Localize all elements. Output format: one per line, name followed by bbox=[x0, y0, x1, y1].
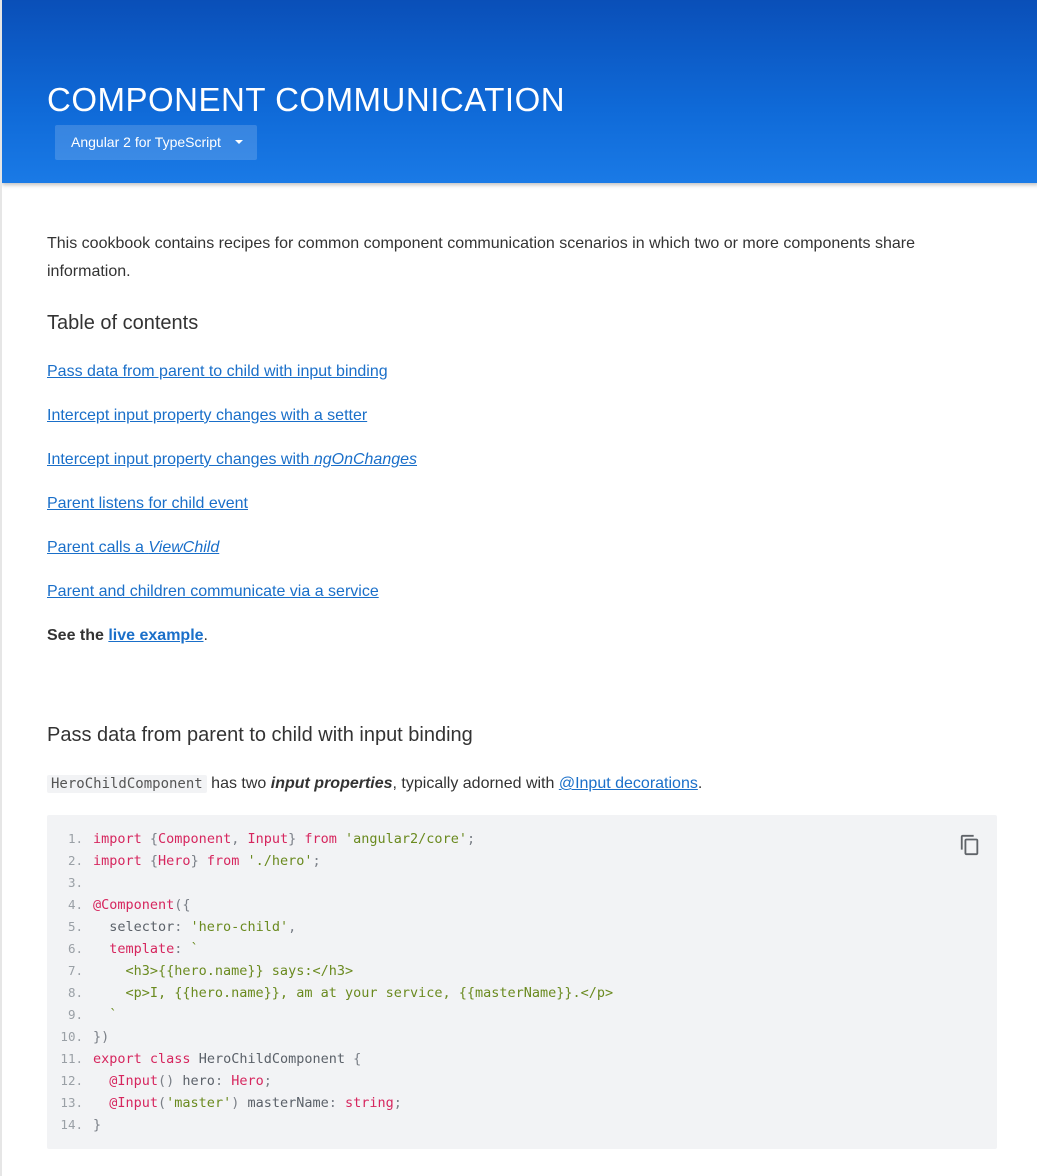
code-token: selector bbox=[93, 919, 175, 935]
line-number: 12. bbox=[60, 1073, 83, 1088]
code-token: from bbox=[206, 853, 240, 869]
code-token: template bbox=[93, 941, 175, 957]
code-token: 'master' bbox=[166, 1095, 232, 1111]
code-token: import bbox=[93, 831, 142, 847]
code-text bbox=[93, 1048, 361, 1070]
toc-item bbox=[47, 580, 417, 624]
code-token bbox=[191, 1051, 199, 1067]
input-decorations-link[interactable]: @Input decorations bbox=[558, 775, 698, 792]
code-line bbox=[47, 894, 997, 916]
toc-heading: Table of contents bbox=[47, 312, 199, 334]
desc-mid: has two bbox=[206, 775, 271, 792]
code-token: } bbox=[93, 1117, 102, 1133]
code-text bbox=[93, 1026, 109, 1048]
copy-icon[interactable] bbox=[959, 833, 981, 857]
code-token: : bbox=[328, 1095, 346, 1111]
live-suffix: . bbox=[203, 627, 208, 644]
code-token: { bbox=[141, 853, 159, 869]
code-token: ; bbox=[393, 1095, 402, 1111]
code-token: ( bbox=[158, 1095, 167, 1111]
toc-link[interactable] bbox=[47, 407, 367, 424]
code-token bbox=[337, 831, 345, 847]
code-token: 'angular2/core' bbox=[345, 831, 467, 847]
code-line bbox=[47, 872, 997, 894]
code-token: } bbox=[190, 853, 207, 869]
toc-link-text: Parent and children communicate via a service bbox=[47, 583, 379, 600]
page-title: COMPONENT COMMUNICATION bbox=[47, 81, 566, 118]
line-number: 10. bbox=[60, 1029, 83, 1044]
line-number: 5. bbox=[67, 919, 83, 934]
toc-link[interactable] bbox=[47, 363, 388, 380]
code-text bbox=[93, 1114, 101, 1136]
desc-after: , typically adorned with bbox=[392, 775, 559, 792]
code-line bbox=[47, 1114, 997, 1136]
line-number: 11. bbox=[60, 1051, 83, 1066]
toc-link-text: Parent calls a bbox=[47, 539, 149, 556]
code-line bbox=[47, 916, 997, 938]
toc-item bbox=[47, 448, 417, 492]
code-token: ; bbox=[466, 831, 476, 847]
code-line bbox=[47, 960, 997, 982]
code-token: 'hero-child' bbox=[190, 919, 289, 935]
code-token: ; bbox=[263, 1073, 272, 1089]
code-text bbox=[93, 1092, 402, 1114]
version-dropdown[interactable] bbox=[55, 125, 257, 160]
code-token: Hero bbox=[231, 1073, 264, 1089]
toc-item bbox=[47, 404, 417, 448]
line-number: 7. bbox=[67, 963, 83, 978]
code-token: } bbox=[288, 831, 305, 847]
line-number: 14. bbox=[60, 1117, 83, 1132]
code-token: ` bbox=[93, 1007, 118, 1023]
code-text bbox=[93, 938, 199, 960]
code-line bbox=[47, 1048, 997, 1070]
code-token: : bbox=[174, 941, 191, 957]
code-token: <p>I, {{hero.name}}, am at your service, {{masterName}}.</p> bbox=[93, 985, 614, 1001]
toc-link-emphasis: ngOnChanges bbox=[313, 451, 418, 468]
code-token: { bbox=[141, 831, 159, 847]
toc-link[interactable] bbox=[47, 451, 417, 468]
toc-link-text: Parent listens for child event bbox=[47, 495, 248, 512]
code-block bbox=[47, 815, 997, 1149]
code-token: : bbox=[214, 1073, 232, 1089]
code-token: , bbox=[231, 831, 248, 847]
line-number: 6. bbox=[67, 941, 83, 956]
code-token: @Component bbox=[93, 897, 175, 913]
desc-end: . bbox=[697, 775, 703, 792]
code-text bbox=[93, 828, 475, 850]
toc-link-text: Pass data from parent to child with input binding bbox=[47, 363, 388, 380]
code-text bbox=[93, 916, 296, 938]
toc-item bbox=[47, 360, 417, 404]
main-content bbox=[47, 230, 997, 1133]
code-text bbox=[93, 960, 353, 982]
code-token: Input bbox=[247, 831, 289, 847]
code-token: class bbox=[149, 1051, 191, 1067]
code-text bbox=[93, 1070, 272, 1092]
toc-item bbox=[47, 492, 417, 536]
inline-code: HeroChildComponent bbox=[47, 775, 207, 793]
hero-header bbox=[2, 0, 1037, 183]
code-token: () bbox=[158, 1073, 183, 1089]
code-line bbox=[47, 1070, 997, 1092]
line-number: 9. bbox=[67, 1007, 83, 1022]
code-line bbox=[47, 1004, 997, 1026]
toc-link-emphasis: ViewChild bbox=[148, 539, 220, 556]
code-line bbox=[47, 1092, 997, 1114]
code-token: ) bbox=[231, 1095, 248, 1111]
line-number: 3. bbox=[67, 875, 83, 890]
code-text bbox=[93, 982, 613, 1004]
code-token: export bbox=[93, 1051, 142, 1067]
code-token: Hero bbox=[158, 853, 191, 869]
live-prefix: See the bbox=[47, 627, 109, 644]
live-example-line bbox=[47, 624, 208, 648]
code-line bbox=[47, 828, 997, 850]
toc-link[interactable] bbox=[47, 495, 248, 512]
code-text bbox=[93, 850, 321, 872]
code-token bbox=[142, 1051, 150, 1067]
code-token: from bbox=[304, 831, 337, 847]
code-token: hero bbox=[182, 1073, 215, 1089]
desc-emphasis: input properties bbox=[270, 775, 393, 792]
code-line bbox=[47, 1026, 997, 1048]
toc-link-text: Intercept input property changes with bbox=[47, 451, 314, 468]
code-text bbox=[93, 1004, 117, 1026]
section-description bbox=[47, 772, 702, 796]
line-number: 8. bbox=[67, 985, 83, 1000]
code-text bbox=[93, 894, 191, 916]
version-dropdown-label: Angular 2 for TypeScript bbox=[71, 134, 221, 150]
code-token: import bbox=[93, 853, 142, 869]
line-number: 4. bbox=[67, 897, 83, 912]
caret-down-icon bbox=[235, 140, 243, 144]
live-example-link[interactable]: live example bbox=[108, 627, 204, 644]
code-token: ; bbox=[312, 853, 321, 869]
code-token: Component bbox=[158, 831, 232, 847]
code-token: @Input bbox=[93, 1073, 159, 1089]
code-token: @Input bbox=[93, 1095, 159, 1111]
code-token: masterName bbox=[247, 1095, 329, 1111]
code-token: ` bbox=[190, 941, 199, 957]
code-token: : bbox=[174, 919, 191, 935]
code-token: ({ bbox=[174, 897, 191, 913]
toc-item bbox=[47, 536, 417, 580]
code-line bbox=[47, 938, 997, 960]
toc-link[interactable] bbox=[47, 539, 219, 556]
code-token: <h3>{{hero.name}} says:</h3> bbox=[93, 963, 354, 979]
toc-link-text: Intercept input property changes with a setter bbox=[47, 407, 368, 424]
code-line bbox=[47, 982, 997, 1004]
code-token: }) bbox=[93, 1029, 110, 1045]
intro-paragraph: This cookbook contains recipes for common component communication scenarios in which two or more components share information. bbox=[47, 235, 915, 280]
line-number: 1. bbox=[67, 831, 83, 846]
code-token: HeroChildComponent bbox=[198, 1051, 346, 1067]
code-token: , bbox=[288, 919, 297, 935]
line-number: 2. bbox=[67, 853, 83, 868]
code-line bbox=[47, 850, 997, 872]
code-token: './hero' bbox=[247, 853, 313, 869]
line-number: 13. bbox=[60, 1095, 83, 1110]
toc-list bbox=[47, 360, 417, 624]
code-token: string bbox=[345, 1095, 394, 1111]
code-token: { bbox=[345, 1051, 362, 1067]
toc-link[interactable] bbox=[47, 583, 379, 600]
section-heading: Pass data from parent to child with input binding bbox=[47, 724, 473, 746]
